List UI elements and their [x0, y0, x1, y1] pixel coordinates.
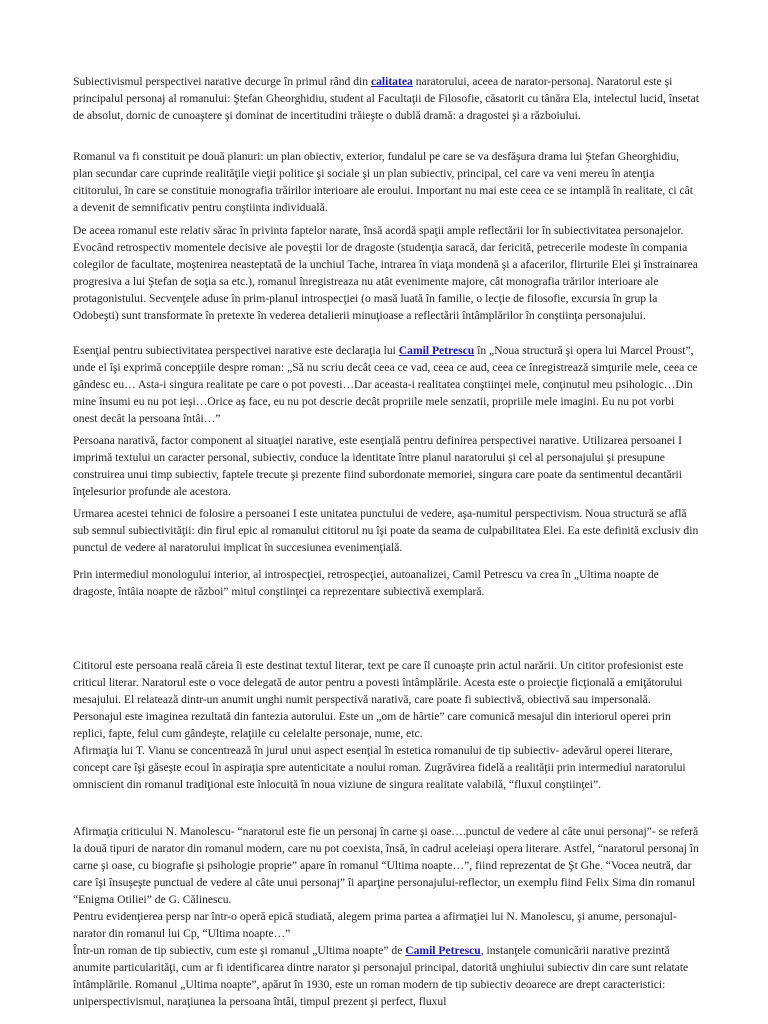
paragraph-text: Afirmaţia lui T. Vianu se concentrează în jurul unui aspect esenţial în estetica romanului de tip subiectiv- adevărul operei literare, concept care îşi găseşte ecoul în aspiraţia spre autenticitate a noului roman. Zugrăvirea fidelă a realităţii prin intermediul naratorului omniscient din romanul tradiţional este înlocuită în noua viziune de singura realitate valabilă, “fluxul conştiinţei”.: [73, 744, 686, 791]
paragraph-text: Romanul va fi constituit pe două planuri: un plan obiectiv, exterior, fundalul pe care se va desfăşura drama lui Ştefan Gheorghidiu, plan secundar care cuprinde realităţile vieţii politice şi sociale şi un plan subiectiv, principal, cel care va veni mereu în atenţia cititorului, în care se constituie monografia trăirilor interioare ale eroului. Important nu mai este ceea ce se intamplă în realitate, ci cât a devenit de semnificativ pentru conştiinta individuală.: [73, 150, 694, 214]
inline-link[interactable]: Camil Petrescu: [398, 344, 475, 357]
paragraph: [73, 73, 701, 124]
paragraph: [73, 148, 701, 216]
paragraph-text: , instanţele comunicării narative prezintă anumite particularităţi, cum ar fi identificarea dintre narator şi personajul principal, datorită unghiului subiectiv din care sunt relatate întâmplările. Romanul „Ultima noapte”, apărut în 1930, este un roman modern de tip subiectiv deoarece are drept caracteristici: uniperspectivismul, naraţiunea la persoana întâi, timpul prezent şi perfect, fluxul: [73, 944, 689, 1008]
paragraph-text: Cititorul este persoana reală căreia îi este destinat textul literar, text pe care îl cunoaşte prin actul narării. Un cititor profesionist este criticul literar. Naratorul este o voce delegată de autor pentru a povesti întâmplările. Acesta este o proiecţie ficţională a emiţătorului mesajului. El relatează dintr-un anumit unghi numit perspectivă narativă, care poate fi subiectivă, obiectivă sau impersonală. Personajul este imaginea rezultată din fantezia autorului. Este un „om de hârtie” care comunică mesajul din interiorul operei prin replici, fapte, felul cum gândeşte, relaţiile cu celelalte personaje, nume, etc.: [73, 659, 684, 740]
paragraph: [73, 432, 701, 500]
paragraph-text: Prin intermediul monologului interior, al introspecţiei, retrospecţiei, autoanalizei, Camil Petrescu va crea în „Ultima noapte de dragoste, întâia noapte de război” mitul conştiinţei ca reprezentare subiectivă exemplară.: [73, 568, 659, 598]
paragraph-text: Afirmaţia criticului N. Manolescu- “naratorul este fie un personaj în carne şi oase….punctul de vedere al câte unui personaj”- se referă la două tipuri de narator din romanul modern, care nu pot coexista, însă, în cadrul aceleiaşi opera literare. Astfel, “naratorul personaj în carne şi oase, cu biografie şi psihologie proprie” apare în romanul “Ultima noapte…”, fiind reprezentat de Şt Ghe. “Vocea neutră, dar care îşi însuşeşte punctual de vedere al câte unui personaj” îi aparţine personajului-reflector, un exemplu fiind Felix Sima din romanul “Enigma Otiliei” de G. Călinescu.: [73, 825, 699, 906]
paragraph-text: în „Noua structură şi opera lui Marcel Proust”, unde el îşi exprimă concepţiile despre roman: „Să nu scriu decât ceea ce vad, ceea ce aud, ceea ce înregistrează simţurile mele, ceea ce gândesc eu… Asta-i singura realitate pe care o pot povesti…Dar aceasta-i realitatea conştiinţei mele, conţinutul meu psihologic…Din mine însumi eu nu pot ieşi…Orice aş face, eu nu pot descrie decât propriile mele senzatii, propriile mele imagini. Eu nu pot vorbi onest decât la persoana întâi…”: [73, 344, 698, 425]
paragraph-text: naratorului, aceea de narator-personaj. Naratorul este şi principalul personaj al romanului: Ştefan Gheorghidiu, student al Facultaţii de Filosofie, căsatorit cu tânăra Ela, intelectul lucid, însetat de absolut, dornic de cunoaştere şi dominat de incertitudini trăieşte o dublă dramă: a dragostei şi a războiului.: [73, 75, 699, 122]
paragraph-text: Subiectivismul perspectivei narative decurge în primul rând din: [73, 75, 371, 88]
inline-link[interactable]: Camil Petrescu: [405, 944, 481, 957]
paragraph: [73, 823, 701, 942]
inline-link[interactable]: calitatea: [370, 75, 413, 88]
paragraph-text: Esenţial pentru subiectivitatea perspectivei narative este declaraţia lui: [73, 344, 399, 357]
paragraph: [73, 657, 701, 793]
paragraph: [73, 342, 701, 427]
paragraph-text: Persoana narativă, factor component al situaţiei narative, este esenţială pentru definirea perspectivei narative. Utilizarea persoanei I imprimă textului un caracter personal, subiectiv, conduce la identitate între planul naratorului şi cel al personajului şi presupune construirea unui timp subiectiv, faptele trecute şi prezente fiind subordonate memoriei, singura care poate da sentimentul decantării înţelesurior profunde ale acestora.: [73, 434, 683, 498]
paragraph: [73, 505, 701, 556]
paragraph-text: De aceea romanul este relativ sărac în privinta faptelor narate, însă acordă spaţii ample reflectării lor în subiectivitatea personajelor. Evocând retrospectiv momentele decisive ale poveştii lor de dragoste (studenţia saracă, dar fericită, petrecerile modeste în compania colegilor de facultate, moştenirea neasteptată de la unchiul Tache, intrarea în viaţa mondenă şi a afacerilor, flirturile Elei şi înstrainarea progresiva a lui Ştefan de soţia sa etc.), romanul înregistreaza nu atât evenimente majore, cât monografia trărilor interioare ale protagonistului. Secvenţele aduse în prim-planul introspecţiei (o masă luată în familie, o lecţie de filosofie, excursia în grup la Odobeşti) sunt transformate în pretexte în vederea detalierii minuţioase a reflectării întâmplărilor în conştiinţa personajului.: [73, 224, 698, 322]
paragraph-text: Pentru evidenţierea persp nar într-o operă epică studiată, alegem prima partea a afirmaţiei lui N. Manolescu, şi anume, personajul-narator din romanul lui Cp, “Ultima noapte…”: [73, 910, 677, 940]
paragraph-text: Urmarea acestei tehnici de folosire a persoanei I este unitatea punctului de vedere, aşa-numitul perspectivism. Noua structură se află sub semnul subiectivităţii: din firul epic al romanului cititorul nu îşi poate da seama de culpabilitatea Elei. Ea este definită exclusiv din punctul de vedere al naratorului implicat în succesiunea evenimenţială.: [73, 507, 699, 554]
paragraph: [73, 942, 701, 1010]
paragraph-text: Într-un roman de tip subiectiv, cum este şi romanul „Ultima noapte” de: [73, 944, 406, 957]
paragraph: [73, 566, 701, 600]
paragraph: [73, 222, 701, 324]
